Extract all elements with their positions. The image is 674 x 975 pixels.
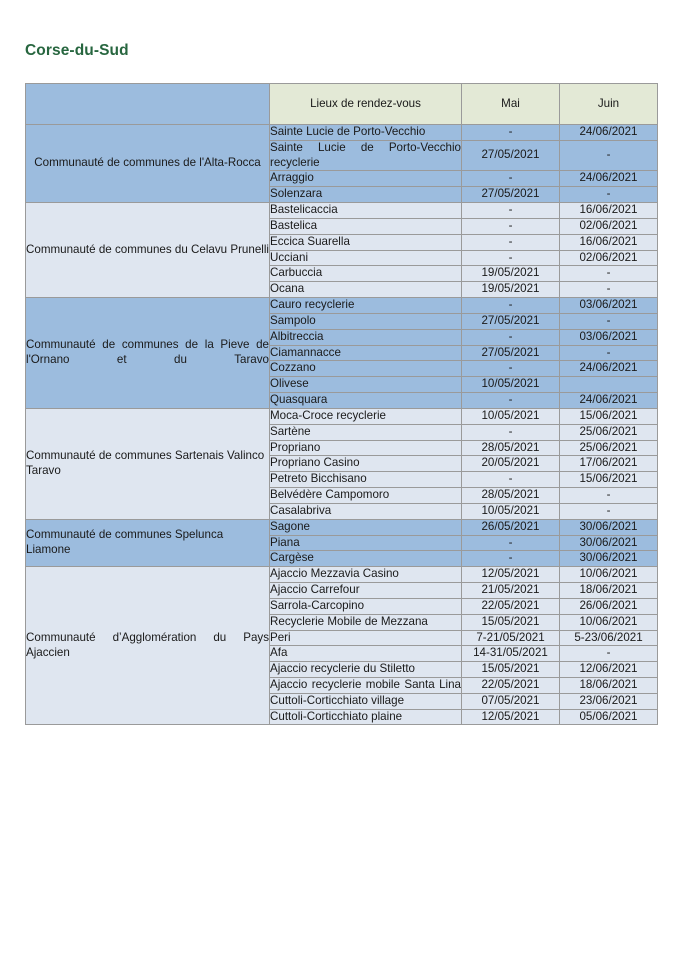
- place-cell: Recyclerie Mobile de Mezzana: [270, 614, 462, 630]
- group-name-cell: Communauté d’Agglomération du Pays Ajaccien: [26, 567, 270, 725]
- juin-date-cell: -: [560, 282, 658, 298]
- juin-date-cell: 17/06/2021: [560, 456, 658, 472]
- mai-date-cell: 22/05/2021: [462, 677, 560, 693]
- mai-date-cell: -: [462, 551, 560, 567]
- mai-date-cell: 15/05/2021: [462, 614, 560, 630]
- mai-date-cell: 28/05/2021: [462, 440, 560, 456]
- mai-date-cell: 22/05/2021: [462, 598, 560, 614]
- mai-date-cell: -: [462, 171, 560, 187]
- juin-date-cell: [560, 377, 658, 393]
- place-cell: Sagone: [270, 519, 462, 535]
- juin-date-cell: 16/06/2021: [560, 203, 658, 219]
- place-cell: Casalabriva: [270, 503, 462, 519]
- juin-date-cell: 16/06/2021: [560, 234, 658, 250]
- mai-date-cell: -: [462, 250, 560, 266]
- mai-date-cell: -: [462, 424, 560, 440]
- mai-date-cell: -: [462, 218, 560, 234]
- mai-date-cell: 27/05/2021: [462, 140, 560, 171]
- place-cell: Cauro recyclerie: [270, 298, 462, 314]
- juin-date-cell: -: [560, 187, 658, 203]
- mai-date-cell: -: [462, 535, 560, 551]
- mai-date-cell: -: [462, 393, 560, 409]
- juin-date-cell: 03/06/2021: [560, 298, 658, 314]
- place-cell: Ajaccio Carrefour: [270, 583, 462, 599]
- place-cell: Cuttoli-Corticchiato village: [270, 693, 462, 709]
- mai-date-cell: 10/05/2021: [462, 408, 560, 424]
- group-name-cell: Communauté de communes Sartenais Valinco Taravo: [26, 408, 270, 519]
- mai-date-cell: 12/05/2021: [462, 709, 560, 725]
- juin-date-cell: 25/06/2021: [560, 440, 658, 456]
- place-cell: Carbuccia: [270, 266, 462, 282]
- place-cell: Ajaccio Mezzavia Casino: [270, 567, 462, 583]
- juin-date-cell: 18/06/2021: [560, 583, 658, 599]
- juin-date-cell: 23/06/2021: [560, 693, 658, 709]
- schedule-table-wrapper: [25, 83, 657, 725]
- mai-date-cell: 15/05/2021: [462, 662, 560, 678]
- header-row: [26, 84, 658, 125]
- table-row: [26, 408, 658, 424]
- mai-date-cell: 21/05/2021: [462, 583, 560, 599]
- mai-date-cell: -: [462, 298, 560, 314]
- mai-date-cell: -: [462, 472, 560, 488]
- table-row: [26, 203, 658, 219]
- place-cell: Moca-Croce recyclerie: [270, 408, 462, 424]
- juin-date-cell: -: [560, 140, 658, 171]
- juin-date-cell: 24/06/2021: [560, 171, 658, 187]
- place-cell: Propriano Casino: [270, 456, 462, 472]
- mai-date-cell: 19/05/2021: [462, 266, 560, 282]
- table-row: [26, 298, 658, 314]
- mai-date-cell: 10/05/2021: [462, 377, 560, 393]
- place-cell: Eccica Suarella: [270, 234, 462, 250]
- place-cell: Piana: [270, 535, 462, 551]
- juin-date-cell: 02/06/2021: [560, 218, 658, 234]
- mai-date-cell: 27/05/2021: [462, 187, 560, 203]
- juin-date-cell: 30/06/2021: [560, 535, 658, 551]
- mai-date-cell: 28/05/2021: [462, 488, 560, 504]
- place-cell: Sampolo: [270, 313, 462, 329]
- place-cell: Bastelica: [270, 218, 462, 234]
- place-cell: Ajaccio recyclerie du Stiletto: [270, 662, 462, 678]
- juin-date-cell: 15/06/2021: [560, 472, 658, 488]
- juin-date-cell: 25/06/2021: [560, 424, 658, 440]
- place-cell: Ajaccio recyclerie mobile Santa Lina: [270, 677, 462, 693]
- place-cell: Bastelicaccia: [270, 203, 462, 219]
- place-cell: Sainte Lucie de Porto-Vecchio recyclerie: [270, 140, 462, 171]
- page-title: Corse-du-Sud: [25, 42, 129, 59]
- juin-date-cell: -: [560, 313, 658, 329]
- mai-date-cell: 27/05/2021: [462, 313, 560, 329]
- juin-date-cell: 15/06/2021: [560, 408, 658, 424]
- juin-date-cell: -: [560, 503, 658, 519]
- group-name-cell: Communauté de communes Spelunca Liamone: [26, 519, 270, 566]
- mai-date-cell: 12/05/2021: [462, 567, 560, 583]
- table-row: [26, 567, 658, 583]
- place-cell: Peri: [270, 630, 462, 646]
- juin-date-cell: 02/06/2021: [560, 250, 658, 266]
- juin-date-cell: 10/06/2021: [560, 614, 658, 630]
- mai-date-cell: -: [462, 361, 560, 377]
- table-header: [26, 84, 658, 125]
- juin-date-cell: 18/06/2021: [560, 677, 658, 693]
- place-cell: Quasquara: [270, 393, 462, 409]
- place-cell: Sainte Lucie de Porto-Vecchio: [270, 125, 462, 141]
- column-header-mai: Mai: [462, 84, 560, 125]
- column-header-place: Lieux de rendez-vous: [270, 84, 462, 125]
- juin-date-cell: 30/06/2021: [560, 551, 658, 567]
- table-row: [26, 519, 658, 535]
- place-cell: Cozzano: [270, 361, 462, 377]
- mai-date-cell: -: [462, 125, 560, 141]
- juin-date-cell: 5-23/06/2021: [560, 630, 658, 646]
- place-cell: Ciamannacce: [270, 345, 462, 361]
- mai-date-cell: -: [462, 329, 560, 345]
- mai-date-cell: 26/05/2021: [462, 519, 560, 535]
- mai-date-cell: 27/05/2021: [462, 345, 560, 361]
- place-cell: Arraggio: [270, 171, 462, 187]
- place-cell: Albitreccia: [270, 329, 462, 345]
- place-cell: Belvédère Campomoro: [270, 488, 462, 504]
- juin-date-cell: 10/06/2021: [560, 567, 658, 583]
- juin-date-cell: -: [560, 488, 658, 504]
- juin-date-cell: 26/06/2021: [560, 598, 658, 614]
- juin-date-cell: 30/06/2021: [560, 519, 658, 535]
- place-cell: Solenzara: [270, 187, 462, 203]
- mai-date-cell: 10/05/2021: [462, 503, 560, 519]
- mai-date-cell: -: [462, 203, 560, 219]
- place-cell: Propriano: [270, 440, 462, 456]
- place-cell: Sarrola-Carcopino: [270, 598, 462, 614]
- juin-date-cell: -: [560, 266, 658, 282]
- juin-date-cell: 24/06/2021: [560, 125, 658, 141]
- collection-schedule-table: [25, 83, 658, 725]
- table-row: [26, 125, 658, 141]
- column-header-juin: Juin: [560, 84, 658, 125]
- place-cell: Afa: [270, 646, 462, 662]
- juin-date-cell: -: [560, 646, 658, 662]
- juin-date-cell: -: [560, 345, 658, 361]
- place-cell: Ucciani: [270, 250, 462, 266]
- place-cell: Cuttoli-Corticchiato plaine: [270, 709, 462, 725]
- group-name-cell: Communauté de communes de l'Alta-Rocca: [26, 125, 270, 203]
- mai-date-cell: -: [462, 234, 560, 250]
- place-cell: Sartène: [270, 424, 462, 440]
- mai-date-cell: 19/05/2021: [462, 282, 560, 298]
- juin-date-cell: 03/06/2021: [560, 329, 658, 345]
- mai-date-cell: 7-21/05/2021: [462, 630, 560, 646]
- mai-date-cell: 14-31/05/2021: [462, 646, 560, 662]
- place-cell: Petreto Bicchisano: [270, 472, 462, 488]
- place-cell: Ocana: [270, 282, 462, 298]
- mai-date-cell: 07/05/2021: [462, 693, 560, 709]
- table-body: [26, 125, 658, 725]
- group-name-cell: Communauté de communes de la Pieve de l'Ornano et du Taravo: [26, 298, 270, 409]
- mai-date-cell: 20/05/2021: [462, 456, 560, 472]
- place-cell: Olivese: [270, 377, 462, 393]
- column-header-group: [26, 84, 270, 125]
- juin-date-cell: 12/06/2021: [560, 662, 658, 678]
- place-cell: Cargèse: [270, 551, 462, 567]
- juin-date-cell: 24/06/2021: [560, 361, 658, 377]
- juin-date-cell: 05/06/2021: [560, 709, 658, 725]
- group-name-cell: Communauté de communes du Celavu Prunelli: [26, 203, 270, 298]
- juin-date-cell: 24/06/2021: [560, 393, 658, 409]
